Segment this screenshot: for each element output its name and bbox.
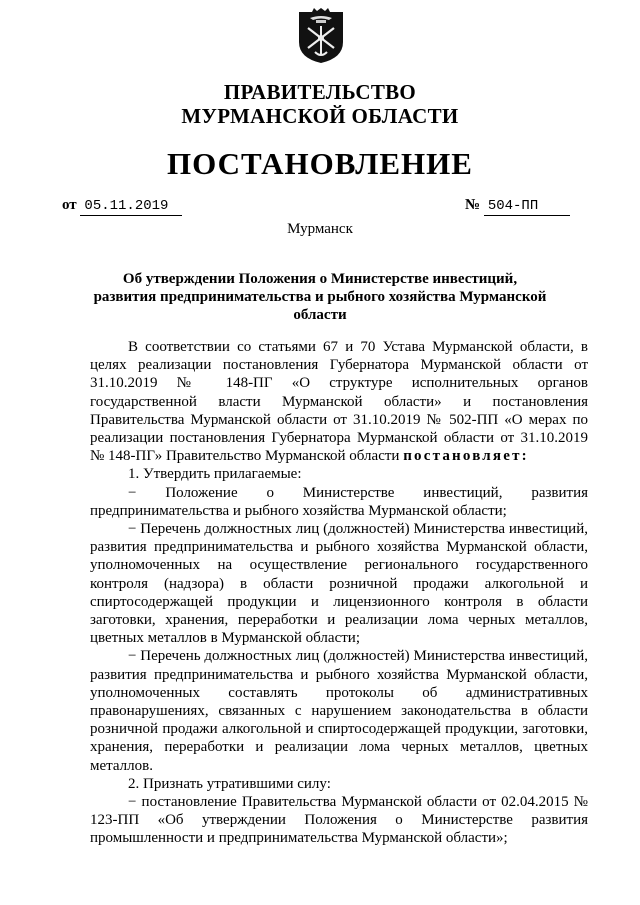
item-1-b: − Перечень должностных лиц (должностей) Министерства инвестиций, развития предпринимательства и рыбного хозяйства Мурманской области, уполномоченных на осуществление регионального государственного контроля (надзора) в области розничной продажи алкогольной и спиртосодержащей продукции и лицензионного контроля в области заготовки, хранения, переработки и реализации лома черных металлов, цветных металлов в Мурманской области; — [90, 521, 588, 647]
coat-of-arms-emblem — [296, 8, 346, 64]
document-type: ПОСТАНОВЛЕНИЕ — [167, 146, 473, 181]
document-title: Об утверждении Положения о Министерстве инвестиций, развития предпринимательства и рыбного хозяйства Мурманской области — [93, 271, 547, 323]
government-name-line2: МУРМАНСКОЙ ОБЛАСТИ — [181, 104, 459, 128]
item-1-a: − Положение о Министерстве инвестиций, развития предпринимательства и рыбного хозяйства Мурманской области; — [90, 484, 588, 519]
city-name: Мурманск — [287, 221, 353, 237]
government-name-line1: ПРАВИТЕЛЬСТВО — [223, 80, 417, 104]
item-2: 2. Признать утратившими силу: — [128, 775, 331, 792]
date-prefix: от — [62, 197, 77, 213]
date-value: 05.11.2019 — [80, 197, 182, 216]
item-1-c: − Перечень должностных лиц (должностей) Министерства инвестиций, развития предпринимательства и рыбного хозяйства Мурманской области, уполномоченных составлять протоколы об административных правонарушениях, связанных с нарушением законодательства в области розничной продажи алкогольной и спиртосодержащей продукции, заготовки, хранения, переработки и реализации лома черных металлов, цветных металлов. — [90, 648, 588, 774]
decree-word: постановляет: — [403, 448, 529, 465]
preamble-paragraph — [90, 338, 588, 465]
item-1: 1. Утвердить прилагаемые: — [128, 466, 302, 483]
number-value: 504-ПП — [484, 197, 570, 216]
item-2-a: − постановление Правительства Мурманской области от 02.04.2015 № 123-ПП «Об утверждении Положения о Министерстве развития промышленности и предпринимательства Мурманской области»; — [90, 794, 588, 847]
date-field — [62, 196, 182, 216]
document-body — [90, 338, 588, 848]
number-field — [465, 196, 570, 216]
preamble-text: В соответствии со статьями 67 и 70 Устава Мурманской области, в целях реализации постановления Губернатора Мурманской области от 31.10.2019 № 148-ПГ «О структуре исполнительных органов государственной власти Мурманской области» и постановления Правительства Мурманской области от 31.10.2019 № 502-ПП «О мерах по реализации постановления Губернатора Мурманской области от 31.10.2019 № 148-ПГ» Правительство Мурманской области — [90, 339, 588, 465]
number-prefix: № — [465, 197, 481, 213]
